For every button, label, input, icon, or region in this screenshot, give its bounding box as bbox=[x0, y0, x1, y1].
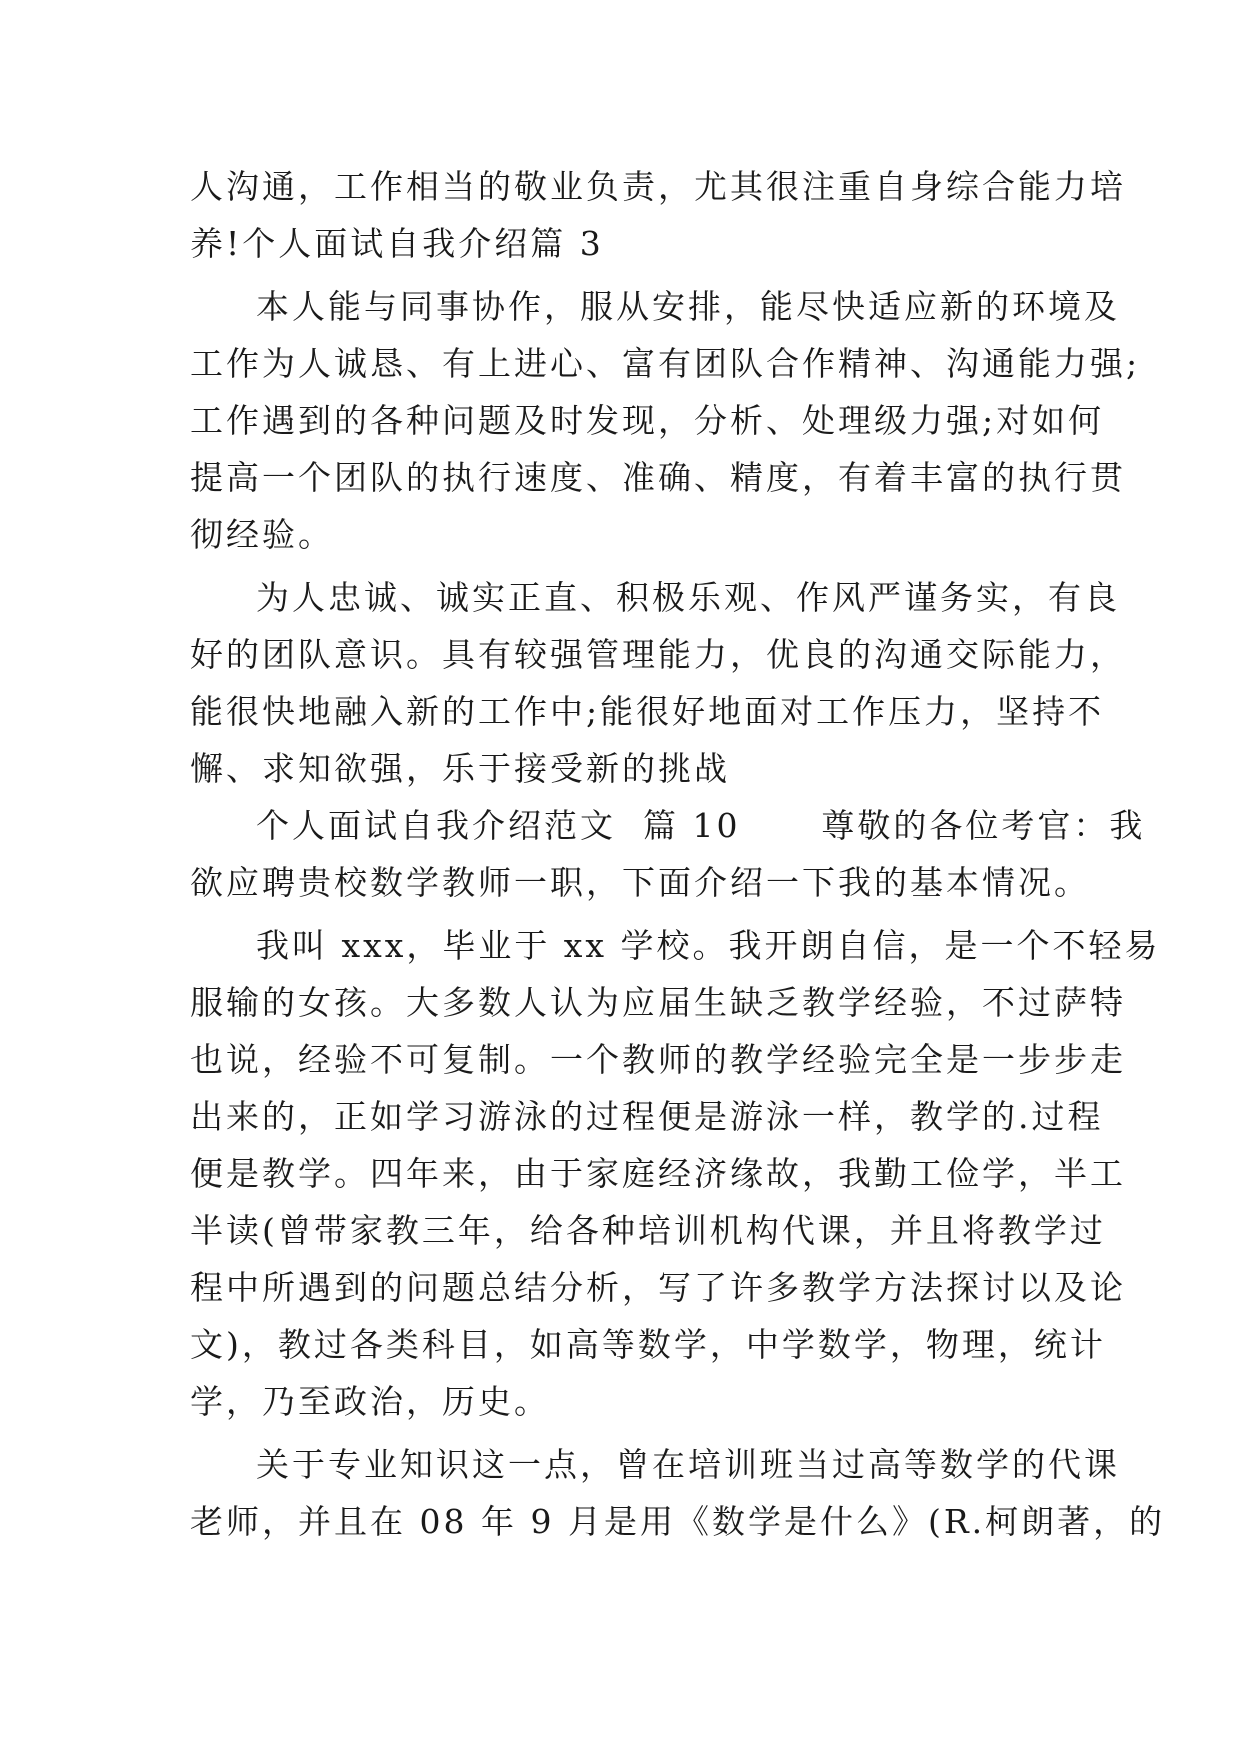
text-line: 老师，并且在 08 年 9 月是用《数学是什么》(R.柯朗著，的 bbox=[190, 1502, 1166, 1541]
text-line: 工作遇到的各种问题及时发现，分析、处理级力强;对如何 bbox=[190, 401, 1105, 440]
text-line: 欲应聘贵校数学教师一职，下面介绍一下我的基本情况。 bbox=[190, 863, 1090, 902]
paragraph-start-line: 我叫 xxx，毕业于 xx 学校。我开朗自信，是一个不轻易 bbox=[256, 926, 1161, 965]
text-line: 人沟通，工作相当的敬业负责，尤其很注重自身综合能力培 bbox=[190, 167, 1126, 206]
text-line: 服输的女孩。大多数人认为应届生缺乏教学经验，不过萨特 bbox=[190, 983, 1126, 1022]
text-line: 学，乃至政治，历史。 bbox=[190, 1382, 550, 1421]
text-line: 文)，教过各类科目，如高等数学，中学数学，物理，统计 bbox=[190, 1325, 1106, 1364]
paragraph-start-line: 本人能与同事协作，服从安排，能尽快适应新的环境及 bbox=[256, 287, 1120, 326]
text-line: 能很快地融入新的工作中;能很好地面对工作压力，坚持不 bbox=[190, 692, 1105, 731]
text-line: 彻经验。 bbox=[190, 515, 334, 554]
text-line: 出来的，正如学习游泳的过程便是游泳一样，教学的.过程 bbox=[190, 1097, 1104, 1136]
text-line: 半读(曾带家教三年，给各种培训机构代课，并且将教学过 bbox=[190, 1211, 1106, 1250]
text-line: 也说，经验不可复制。一个教师的教学经验完全是一步步走 bbox=[190, 1040, 1126, 1079]
section-heading-line: 个人面试自我介绍范文 篇 10 尊敬的各位考官：我 bbox=[256, 806, 1146, 845]
paragraph-start-line: 为人忠诚、诚实正直、积极乐观、作风严谨务实，有良 bbox=[256, 578, 1120, 617]
text-line: 懈、求知欲强，乐于接受新的挑战 bbox=[190, 749, 730, 788]
text-line: 便是教学。四年来，由于家庭经济缘故，我勤工俭学，半工 bbox=[190, 1154, 1126, 1193]
text-line: 程中所遇到的问题总结分析，写了许多教学方法探讨以及论 bbox=[190, 1268, 1126, 1307]
text-line: 提高一个团队的执行速度、准确、精度，有着丰富的执行贯 bbox=[190, 458, 1126, 497]
document-body bbox=[190, 158, 1166, 1550]
text-line: 工作为人诚恳、有上进心、富有团队合作精神、沟通能力强; bbox=[190, 344, 1141, 383]
paragraph-start-line: 关于专业知识这一点，曾在培训班当过高等数学的代课 bbox=[256, 1445, 1120, 1484]
text-line: 养!个人面试自我介绍篇 3 bbox=[190, 224, 604, 263]
text-line: 好的团队意识。具有较强管理能力，优良的沟通交际能力， bbox=[190, 635, 1126, 674]
